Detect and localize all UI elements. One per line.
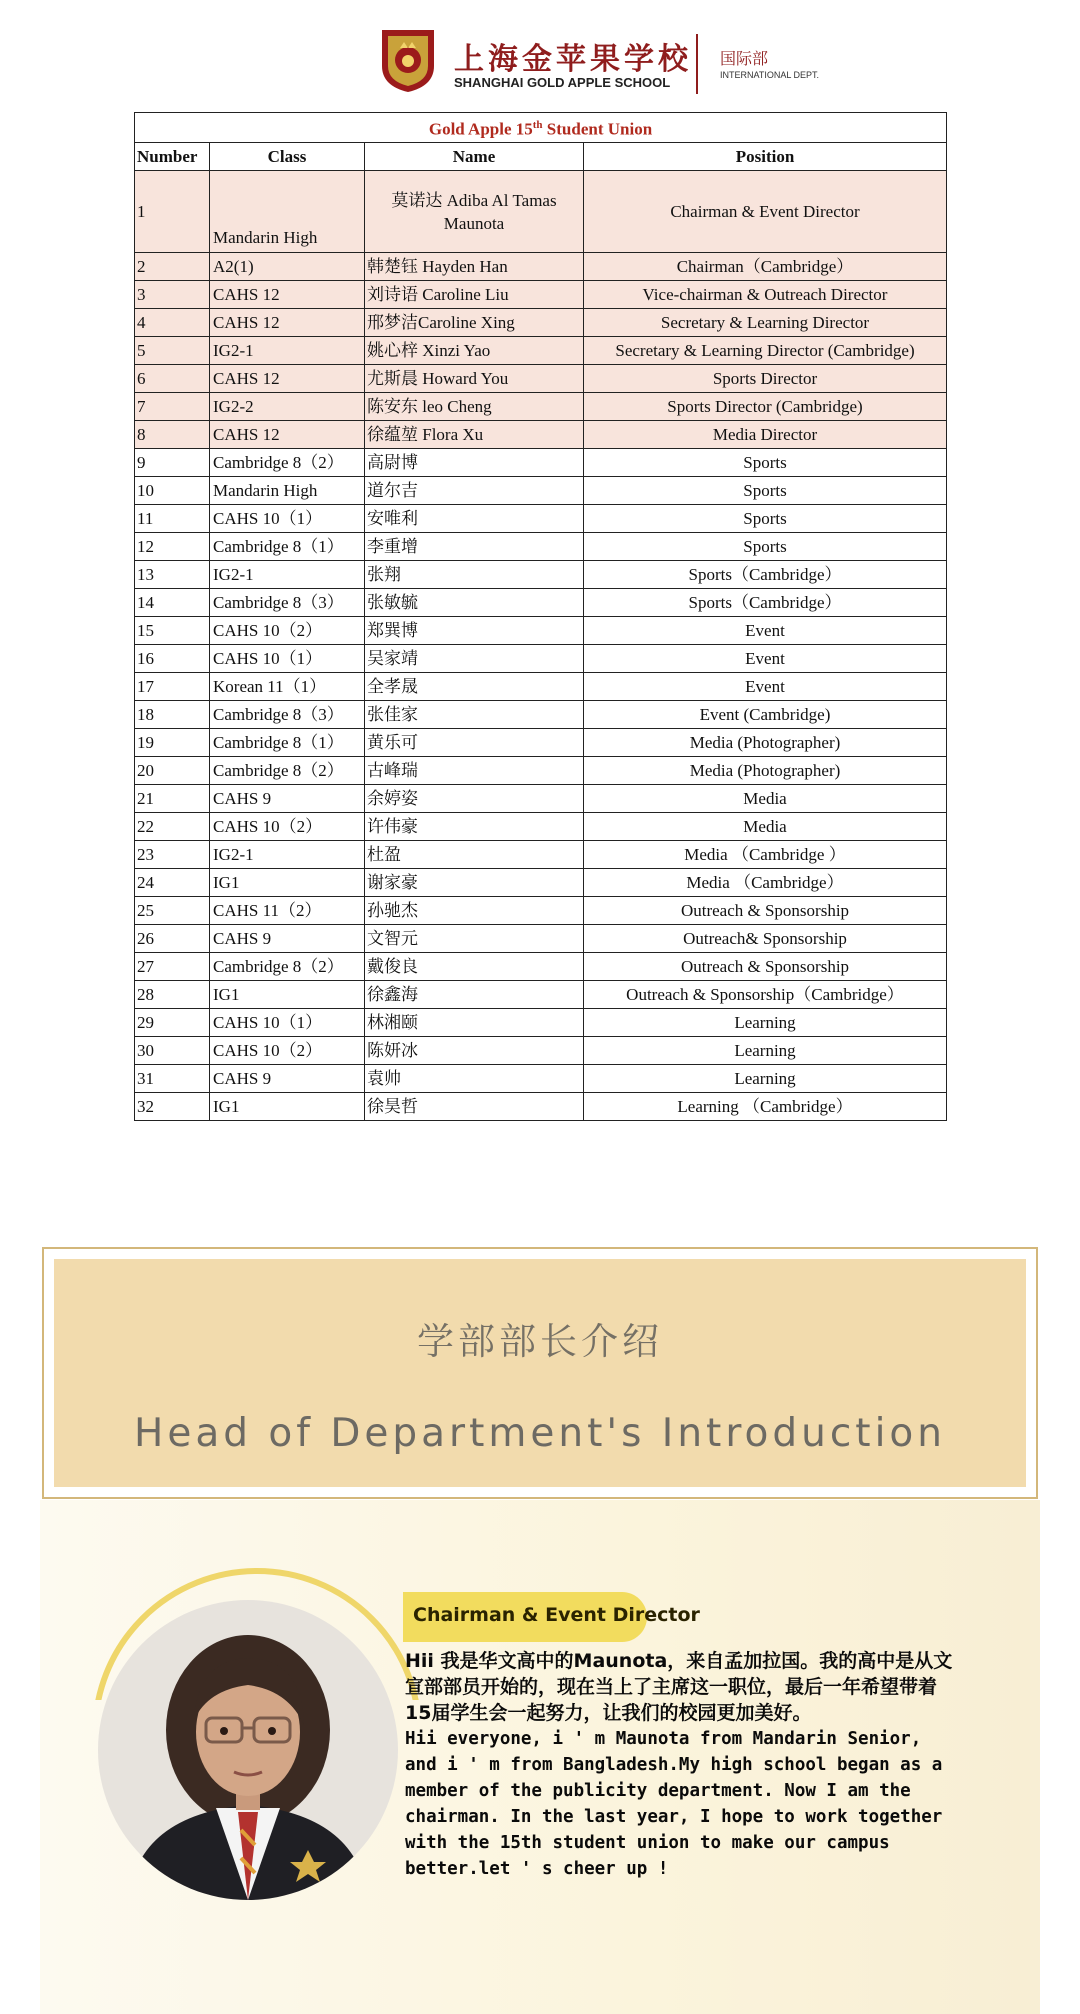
table-row — [135, 617, 947, 645]
cell-name: 张翔 — [365, 561, 584, 589]
table-row — [135, 365, 947, 393]
cell-number: 8 — [135, 421, 210, 449]
table-row — [135, 589, 947, 617]
cell-number: 32 — [135, 1093, 210, 1121]
cell-name: 许伟豪 — [365, 813, 584, 841]
cell-class: CAHS 10（1） — [210, 1009, 365, 1037]
cell-class: CAHS 12 — [210, 309, 365, 337]
cell-class: IG1 — [210, 1093, 365, 1121]
student-portrait-image — [98, 1600, 398, 1900]
table-row — [135, 477, 947, 505]
cell-number: 22 — [135, 813, 210, 841]
cell-position: Outreach & Sponsorship — [584, 897, 947, 925]
student-union-table — [134, 112, 947, 1121]
table-row — [135, 337, 947, 365]
cell-number: 12 — [135, 533, 210, 561]
cell-name: 全孝晟 — [365, 673, 584, 701]
cell-number: 13 — [135, 561, 210, 589]
cell-name: 戴俊良 — [365, 953, 584, 981]
table-row — [135, 925, 947, 953]
cell-number: 17 — [135, 673, 210, 701]
cell-position: Secretary & Learning Director (Cambridge) — [584, 337, 947, 365]
cell-position: Sports — [584, 533, 947, 561]
cell-position: Media （Cambridge） — [584, 869, 947, 897]
table-row — [135, 253, 947, 281]
school-crest-logo — [378, 26, 438, 94]
cell-number: 11 — [135, 505, 210, 533]
cell-number: 1 — [135, 171, 210, 253]
table-row — [135, 841, 947, 869]
cell-class: CAHS 9 — [210, 1065, 365, 1093]
table-row — [135, 561, 947, 589]
cell-class: Cambridge 8（3） — [210, 589, 365, 617]
cell-position: Event — [584, 645, 947, 673]
cell-name: 张敏毓 — [365, 589, 584, 617]
intro-english: Hii everyone, i ' m Maunota from Mandarin Senior, and i ' m from Bangladesh.My high school began as a member of the publicity department. Now I am the chairman. In the last year, I hope to work together with the 15th student union to make our campus better.let ' s cheer up ! — [405, 1729, 943, 1879]
table-row — [135, 869, 947, 897]
cell-number: 15 — [135, 617, 210, 645]
cell-number: 10 — [135, 477, 210, 505]
school-name-cn: 上海金苹果学校 — [454, 42, 692, 77]
cell-number: 18 — [135, 701, 210, 729]
cell-position: Media (Photographer) — [584, 729, 947, 757]
cell-class: CAHS 10（2） — [210, 813, 365, 841]
cell-class: Cambridge 8（3） — [210, 701, 365, 729]
cell-name: 安唯利 — [365, 505, 584, 533]
cell-position: Learning — [584, 1065, 947, 1093]
cell-name: 古峰瑞 — [365, 757, 584, 785]
student-union-table-container — [134, 112, 946, 1121]
cell-class: Mandarin High — [210, 477, 365, 505]
table-row — [135, 897, 947, 925]
table-row — [135, 505, 947, 533]
cell-class: IG2-1 — [210, 841, 365, 869]
cell-position: Learning （Cambridge） — [584, 1093, 947, 1121]
cell-position: Secretary & Learning Director — [584, 309, 947, 337]
cell-number: 25 — [135, 897, 210, 925]
cell-name: 郑巽博 — [365, 617, 584, 645]
header-divider — [696, 34, 698, 94]
cell-class: Korean 11（1） — [210, 673, 365, 701]
banner-title-cn: 学部部长介绍 — [417, 1320, 663, 1363]
banner-title-en: Head of Department's Introduction — [134, 1411, 946, 1456]
table-row — [135, 701, 947, 729]
cell-name: 姚心梓 Xinzi Yao — [365, 337, 584, 365]
cell-position: Sports — [584, 449, 947, 477]
cell-position: Outreach & Sponsorship — [584, 953, 947, 981]
cell-number: 24 — [135, 869, 210, 897]
table-row — [135, 421, 947, 449]
table-row — [135, 449, 947, 477]
cell-name: 谢家豪 — [365, 869, 584, 897]
cell-class: CAHS 9 — [210, 925, 365, 953]
cell-position: Sports（Cambridge） — [584, 589, 947, 617]
cell-class: Cambridge 8（2） — [210, 449, 365, 477]
column-header-number: Number — [135, 143, 210, 171]
table-row — [135, 673, 947, 701]
cell-name: 徐蕴堃 Flora Xu — [365, 421, 584, 449]
table-row — [135, 981, 947, 1009]
table-row — [135, 309, 947, 337]
dept-name-en: INTERNATIONAL DEPT. — [720, 70, 820, 80]
cell-class: CAHS 10（2） — [210, 1037, 365, 1065]
cell-number: 16 — [135, 645, 210, 673]
table-header-row — [135, 143, 947, 171]
profile-photo — [98, 1600, 398, 1900]
cell-position: Chairman（Cambridge） — [584, 253, 947, 281]
cell-position: Media — [584, 785, 947, 813]
table-row — [135, 729, 947, 757]
cell-number: 5 — [135, 337, 210, 365]
cell-class: CAHS 10（1） — [210, 505, 365, 533]
intro-text — [405, 1648, 957, 1882]
section-banner-fill — [54, 1259, 1026, 1487]
cell-class: Cambridge 8（2） — [210, 757, 365, 785]
table-row — [135, 171, 947, 253]
cell-name: 高尉博 — [365, 449, 584, 477]
column-header-position: Position — [584, 143, 947, 171]
cell-class: CAHS 11（2） — [210, 897, 365, 925]
cell-position: Media Director — [584, 421, 947, 449]
cell-position: Event — [584, 673, 947, 701]
cell-position: Media — [584, 813, 947, 841]
cell-number: 6 — [135, 365, 210, 393]
cell-number: 30 — [135, 1037, 210, 1065]
cell-name: 孙驰杰 — [365, 897, 584, 925]
cell-name: 袁帅 — [365, 1065, 584, 1093]
cell-position: Sports — [584, 505, 947, 533]
cell-class: IG1 — [210, 981, 365, 1009]
cell-class: IG2-2 — [210, 393, 365, 421]
cell-name: 李重增 — [365, 533, 584, 561]
table-row — [135, 757, 947, 785]
cell-name: 文智元 — [365, 925, 584, 953]
cell-position: Sports Director (Cambridge) — [584, 393, 947, 421]
table-row — [135, 1065, 947, 1093]
cell-position: Sports（Cambridge） — [584, 561, 947, 589]
cell-number: 29 — [135, 1009, 210, 1037]
table-row — [135, 281, 947, 309]
cell-class: Cambridge 8（2） — [210, 953, 365, 981]
cell-class: Mandarin High — [210, 171, 365, 253]
table-row — [135, 393, 947, 421]
cell-number: 21 — [135, 785, 210, 813]
cell-position: Media (Photographer) — [584, 757, 947, 785]
role-label: Chairman & Event Director — [413, 1604, 700, 1626]
cell-name: 林湘颐 — [365, 1009, 584, 1037]
cell-position: Sports Director — [584, 365, 947, 393]
cell-name: 陈妍冰 — [365, 1037, 584, 1065]
dept-name-cn: 国际部 — [720, 49, 769, 68]
cell-position: Outreach & Sponsorship（Cambridge） — [584, 981, 947, 1009]
column-header-name: Name — [365, 143, 584, 171]
table-row — [135, 1037, 947, 1065]
cell-name: 陈安东 leo Cheng — [365, 393, 584, 421]
cell-number: 2 — [135, 253, 210, 281]
cell-name: 莫诺达 Adiba Al Tamas Maunota — [365, 171, 584, 253]
cell-name: 杜盈 — [365, 841, 584, 869]
cell-class: CAHS 10（2） — [210, 617, 365, 645]
cell-position: Chairman & Event Director — [584, 171, 947, 253]
cell-class: Cambridge 8（1） — [210, 533, 365, 561]
cell-position: Learning — [584, 1037, 947, 1065]
cell-number: 7 — [135, 393, 210, 421]
cell-name: 徐昊哲 — [365, 1093, 584, 1121]
table-row — [135, 1093, 947, 1121]
cell-class: IG2-1 — [210, 561, 365, 589]
cell-class: CAHS 12 — [210, 421, 365, 449]
cell-number: 27 — [135, 953, 210, 981]
cell-class: IG1 — [210, 869, 365, 897]
cell-name: 吴家靖 — [365, 645, 584, 673]
cell-class: CAHS 12 — [210, 365, 365, 393]
cell-number: 23 — [135, 841, 210, 869]
cell-number: 19 — [135, 729, 210, 757]
intro-chinese: Hii 我是华文高中的Maunota，来自孟加拉国。我的高中是从文宣部部员开始的，现在当上了主席这一职位，最后一年希望带着15届学生会一起努力，让我们的校园更加美好。 — [405, 1650, 953, 1724]
cell-name: 道尔吉 — [365, 477, 584, 505]
cell-class: Cambridge 8（1） — [210, 729, 365, 757]
cell-number: 20 — [135, 757, 210, 785]
table-row — [135, 533, 947, 561]
cell-name: 刘诗语 Caroline Liu — [365, 281, 584, 309]
cell-name: 邢梦洁Caroline Xing — [365, 309, 584, 337]
cell-class: A2(1) — [210, 253, 365, 281]
cell-number: 26 — [135, 925, 210, 953]
table-row — [135, 645, 947, 673]
cell-number: 4 — [135, 309, 210, 337]
column-header-class: Class — [210, 143, 365, 171]
school-name-en: SHANGHAI GOLD APPLE SCHOOL — [454, 75, 671, 90]
cell-class: IG2-1 — [210, 337, 365, 365]
cell-number: 9 — [135, 449, 210, 477]
cell-number: 3 — [135, 281, 210, 309]
table-row — [135, 785, 947, 813]
table-row — [135, 953, 947, 981]
section-banner — [42, 1247, 1038, 1499]
cell-position: Vice-chairman & Outreach Director — [584, 281, 947, 309]
cell-class: CAHS 9 — [210, 785, 365, 813]
table-row — [135, 1009, 947, 1037]
table-body — [135, 171, 947, 1121]
cell-number: 31 — [135, 1065, 210, 1093]
cell-number: 14 — [135, 589, 210, 617]
school-header — [378, 26, 848, 106]
cell-position: Media （Cambridge ） — [584, 841, 947, 869]
cell-name: 尤斯晨 Howard You — [365, 365, 584, 393]
cell-position: Learning — [584, 1009, 947, 1037]
cell-name: 韩楚钰 Hayden Han — [365, 253, 584, 281]
cell-name: 黄乐可 — [365, 729, 584, 757]
table-row — [135, 813, 947, 841]
cell-class: CAHS 10（1） — [210, 645, 365, 673]
cell-name: 张佳家 — [365, 701, 584, 729]
role-tag — [403, 1592, 700, 1642]
cell-number: 28 — [135, 981, 210, 1009]
table-title: Gold Apple 15th Student Union — [135, 113, 947, 143]
cell-name: 余婷姿 — [365, 785, 584, 813]
cell-position: Sports — [584, 477, 947, 505]
cell-class: CAHS 12 — [210, 281, 365, 309]
cell-name: 徐鑫海 — [365, 981, 584, 1009]
cell-position: Event (Cambridge) — [584, 701, 947, 729]
cell-position: Event — [584, 617, 947, 645]
cell-position: Outreach& Sponsorship — [584, 925, 947, 953]
